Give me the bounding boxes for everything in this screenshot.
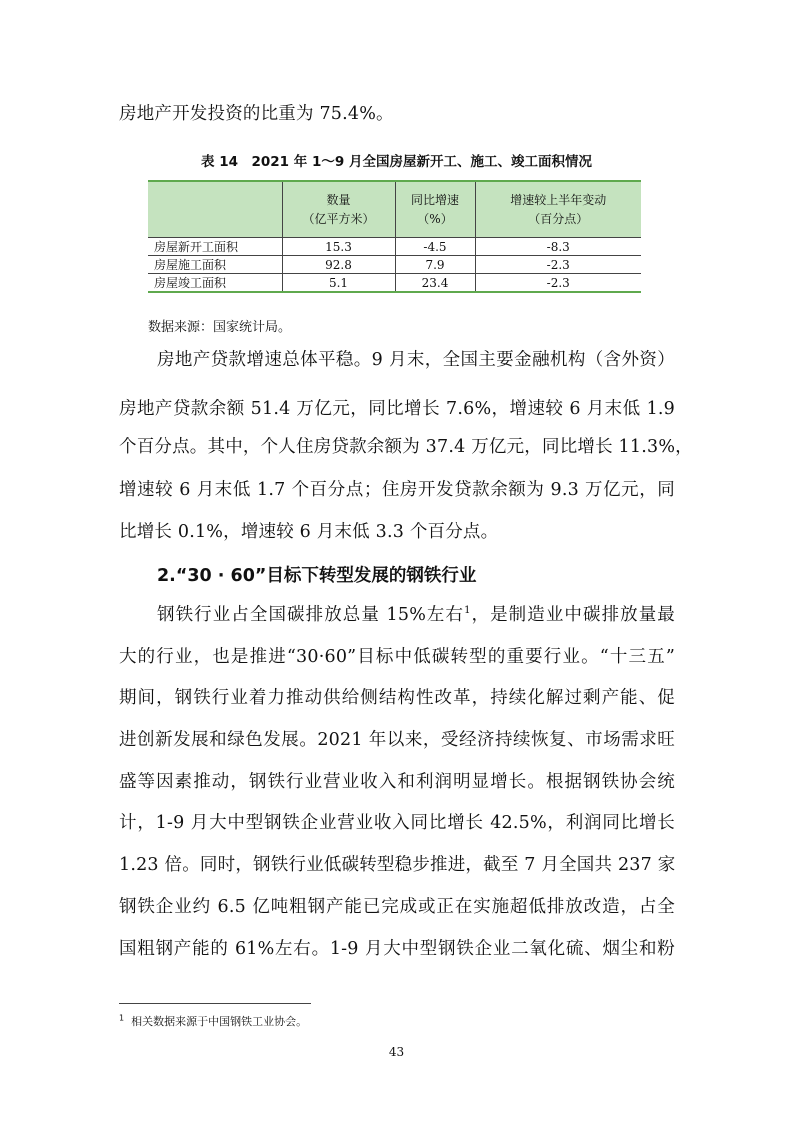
body-text-line: 国粗钢产能的 61%左右。1-9 月大中型钢铁企业二氧化硫、烟尘和粉 — [119, 939, 675, 959]
yoy-cell: 23.4 — [395, 274, 475, 293]
yoy-cell: 7.9 — [395, 256, 475, 274]
body-text-line: 进创新发展和绿色发展。2021 年以来，受经济持续恢复、市场需求旺 — [119, 730, 675, 750]
body-text-line: 盛等因素推动，钢铁行业营业收入和利润明显增长。根据钢铁协会统 — [119, 772, 675, 792]
row-label: 房屋新开工面积 — [148, 238, 282, 256]
body-text-line: 房地产贷款增速总体平稳。9 月末，全国主要金融机构（含外资） — [157, 350, 675, 370]
table-caption: 表 14 2021 年 1～9 月全国房屋新开工、施工、竣工面积情况 — [201, 154, 592, 170]
row-label: 房屋竣工面积 — [148, 274, 282, 293]
quantity-cell: 92.8 — [282, 256, 395, 274]
quantity-cell: 15.3 — [282, 238, 395, 256]
body-text-line: 房地产贷款余额 51.4 万亿元，同比增长 7.6%，增速较 6 月末低 1.9 — [119, 399, 675, 419]
table-row — [148, 256, 641, 274]
body-text-line: 个百分点。其中，个人住房贷款余额为 37.4 万亿元，同比增长 11.3%， — [119, 437, 693, 457]
body-text-line: 大的行业，也是推进“30·60”目标中低碳转型的重要行业。“十三五” — [119, 647, 675, 667]
body-text-line: 计，1-9 月大中型钢铁企业营业收入同比增长 42.5%，利润同比增长 — [119, 813, 675, 833]
change-cell: -2.3 — [475, 274, 641, 293]
footnote — [119, 1013, 307, 1029]
table-row — [148, 274, 641, 293]
column-header-yoy: 同比增速 （%） — [395, 181, 475, 238]
body-text-line: 增速较 6 月末低 1.7 个百分点；住房开发贷款余额为 9.3 万亿元，同 — [119, 480, 675, 500]
body-text-line: 钢铁企业约 6.5 亿吨粗钢产能已完成或正在实施超低排放改造，占全 — [119, 897, 675, 917]
page-number: 43 — [388, 1045, 405, 1059]
table-row — [148, 238, 641, 256]
body-text-line: 1.23 倍。同时，钢铁行业低碳转型稳步推进，截至 7 月全国共 237 家 — [119, 855, 676, 875]
floor-area-table — [148, 180, 641, 293]
body-text-line: 钢铁行业占全国碳排放总量 15%左右$^1$，是制造业中碳排放量最 — [157, 605, 675, 625]
quantity-cell: 5.1 — [282, 274, 395, 293]
body-text-line: 房地产开发投资的比重为 75.4%。 — [119, 104, 394, 124]
column-header-quantity: 数量 （亿平方米） — [282, 181, 395, 238]
change-cell: -2.3 — [475, 256, 641, 274]
body-text-line: 期间，钢铁行业着力推动供给侧结构性改革，持续化解过剩产能、促 — [119, 688, 675, 708]
body-text-line: 比增长 0.1%，增速较 6 月末低 3.3 个百分点。 — [119, 522, 499, 542]
footnote-number: 1 — [119, 1013, 125, 1023]
column-header-change: 增速较上半年变动 （百分点） — [475, 181, 641, 238]
table-source-note: 数据来源：国家统计局。 — [148, 320, 292, 335]
yoy-cell: -4.5 — [395, 238, 475, 256]
table-corner-cell — [148, 181, 282, 238]
change-cell: -8.3 — [475, 238, 641, 256]
row-label: 房屋施工面积 — [148, 256, 282, 274]
section-heading: 2.“30 · 60”目标下转型发展的钢铁行业 — [157, 566, 477, 586]
footnote-text: 相关数据来源于中国钢铁工业协会。 — [131, 1015, 308, 1028]
table-header-row — [148, 181, 641, 238]
footnote-divider — [119, 1003, 311, 1004]
footnote-ref: 1 — [464, 605, 471, 617]
